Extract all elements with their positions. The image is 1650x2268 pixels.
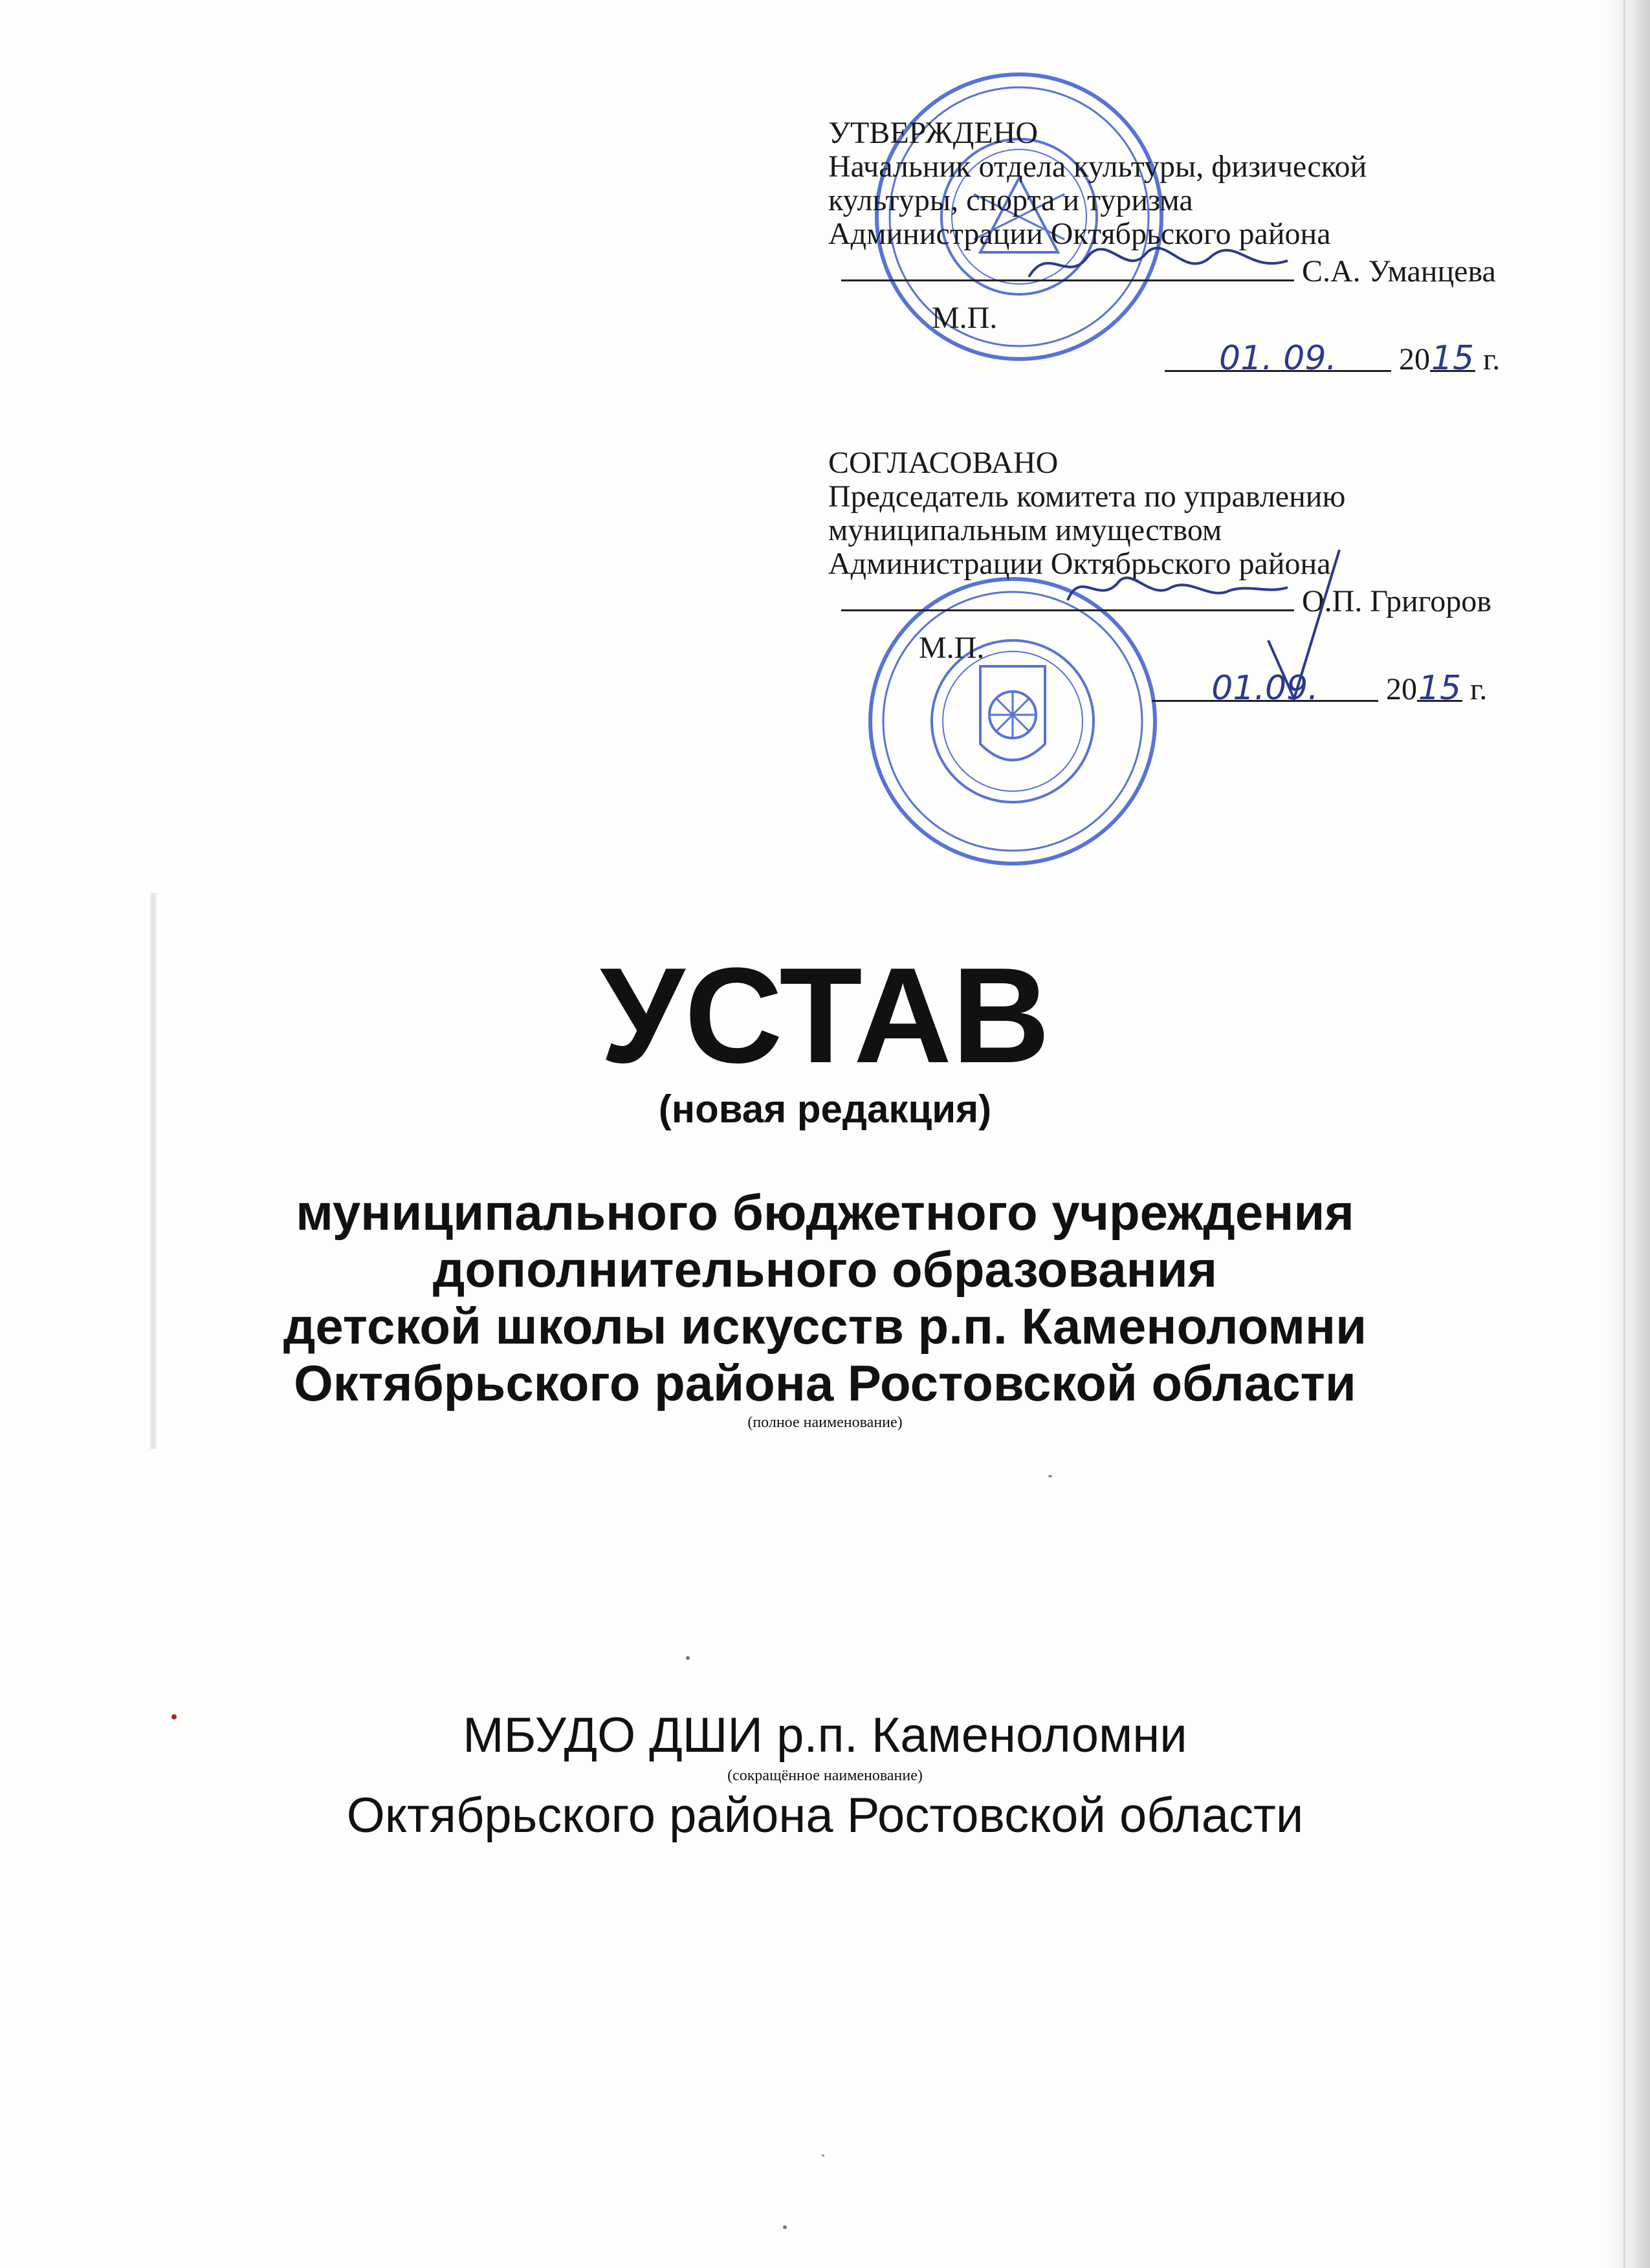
agreement-position-line-1: Председатель комитета по управлению (828, 479, 1346, 514)
approval-position-line-3: Администрации Октябрьского района (828, 217, 1331, 251)
scan-edge-shadow (1605, 0, 1650, 2268)
approval-signatory: С.А. Уманцева (1302, 254, 1496, 289)
agreement-year-handwritten: 15 (1418, 669, 1462, 708)
approval-year-suffix: г. (1483, 342, 1501, 376)
approval-heading: УТВЕРЖДЕНО (828, 116, 1039, 150)
agreement-date-field (1152, 669, 1378, 708)
approval-date-handwritten: 01. 09. (1219, 339, 1337, 378)
full-name-line-4: Октябрьского района Ростовской области (294, 1355, 1356, 1412)
scan-edge-line (1623, 0, 1625, 2268)
approval-seal-label: М.П. (932, 301, 998, 335)
agreement-signature-row (828, 581, 1491, 617)
short-name-line-1: МБУДО ДШИ р.п. Каменоломни (463, 1708, 1187, 1763)
agreement-position-line-3: Администрации Октябрьского района (828, 547, 1331, 581)
agreement-year-suffix: г. (1470, 672, 1488, 706)
approval-block (828, 116, 1500, 380)
full-name-line-1: муниципального бюджетного учреждения (296, 1184, 1354, 1241)
agreement-date-handwritten: 01.09. (1211, 669, 1319, 708)
agreement-heading: СОГЛАСОВАНО (828, 446, 1059, 480)
scan-speck (822, 2154, 824, 2157)
document-edition: (новая редакция) (658, 1087, 992, 1131)
approval-date-row (828, 339, 1501, 380)
approval-signature-scribble (1022, 238, 1294, 290)
approval-signature-row (828, 251, 1500, 287)
scan-speck-red (171, 1714, 177, 1719)
short-name-caption: (сокращённое наименование) (727, 1767, 923, 1784)
approval-year-prefix: 20 (1399, 342, 1430, 376)
agreement-date-row (828, 671, 1491, 710)
agreement-year-prefix: 20 (1386, 672, 1417, 706)
short-name-line-2: Октябрьского района Ростовской области (346, 1788, 1304, 1843)
full-name-caption: (полное наименование) (747, 1414, 903, 1431)
full-name-line-3: детской школы искусств р.п. Каменоломни (283, 1298, 1367, 1355)
approval-year-handwritten: 15 (1431, 339, 1475, 378)
approval-position-line-1: Начальник отдела культуры, физической (828, 149, 1367, 184)
full-name-line-2: дополнительного образования (432, 1241, 1218, 1298)
scan-speck (783, 2225, 787, 2229)
agreement-block (828, 446, 1491, 710)
approval-year-field (1430, 339, 1475, 378)
agreement-seal-label: М.П. (919, 631, 985, 665)
document-title: УСТАВ (600, 939, 1050, 1091)
approval-date-field (1165, 339, 1391, 378)
agreement-year-field (1417, 669, 1462, 708)
agreement-position-line-2: муниципальным имуществом (828, 513, 1222, 547)
approval-position-line-2: культуры, спорта и туризма (828, 183, 1193, 217)
scan-speck (686, 1656, 690, 1660)
scan-speck (1048, 1475, 1052, 1477)
agreement-signatory: О.П. Григоров (1302, 584, 1491, 618)
